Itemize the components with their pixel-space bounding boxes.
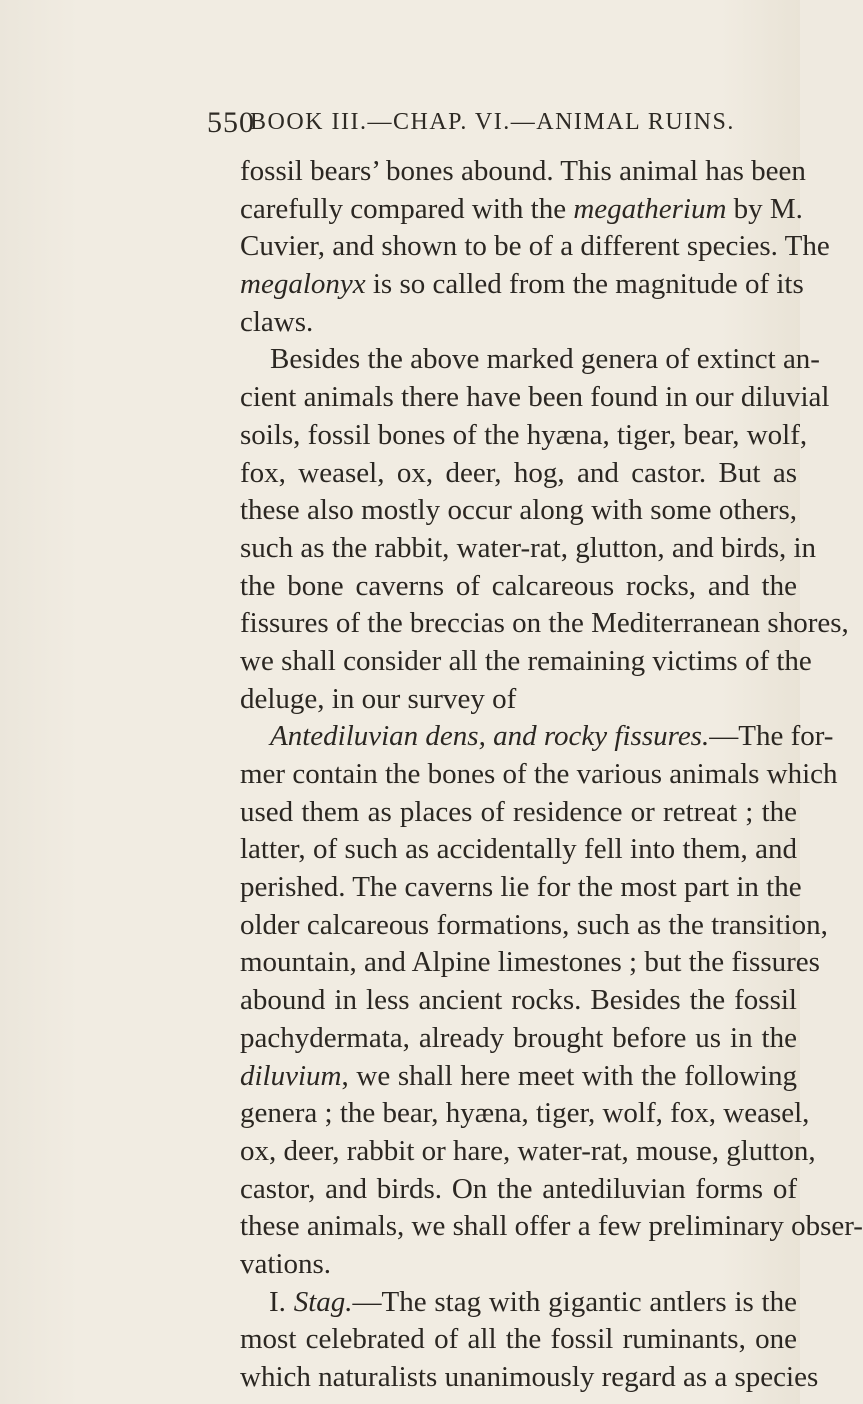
text-line: which naturalists unanimously regard as a species [240, 1361, 819, 1393]
text-line: ox, deer, rabbit or hare, water-rat, mouse, glutton, [240, 1134, 816, 1167]
text-line: latter, of such as accidentally fell into them, and [240, 833, 797, 866]
text-line: Cuvier, and shown to be of a different species. The [240, 230, 830, 263]
text-line: these also mostly occur along with some others, [240, 494, 797, 527]
text-line: such as the rabbit, water-rat, glutton, and birds, in [240, 531, 817, 564]
section-heading-line: I. Stag.—The stag with gigantic antlers is the [269, 1285, 797, 1318]
text-line: megalonyx is so called from the magnitude of its [240, 268, 804, 301]
text-line: pachydermata, already brought before us in the [240, 1021, 797, 1054]
text-line: these animals, we shall offer a few preliminary obser- [240, 1210, 863, 1243]
text-line: deluge, in our survey of [240, 682, 517, 715]
text-line: we shall consider all the remaining victims of the [240, 644, 812, 677]
text-line: the bone caverns of calcareous rocks, and the [240, 569, 797, 602]
chapter-title: BOOK III.—CHAP. VI.—ANIMAL RUINS. [250, 109, 735, 135]
text-line: soils, fossil bones of the hyæna, tiger, bear, wolf, [240, 418, 808, 451]
body-text [240, 153, 863, 1397]
section-heading-line: Antediluvian dens, and rocky fissures.—The for- [270, 720, 834, 753]
text-line: abound in less ancient rocks. Besides the fossil [240, 984, 797, 1017]
text-line: genera ; the bear, hyæna, tiger, wolf, fox, weasel, [240, 1097, 810, 1130]
text-line: fissures of the breccias on the Mediterranean shores, [240, 607, 849, 640]
text-line: most celebrated of all the fossil ruminants, one [240, 1323, 797, 1356]
page-number: 550 [207, 106, 255, 139]
text-line: cient animals there have been found in our diluvial [240, 381, 830, 414]
text-line: fox, weasel, ox, deer, hog, and castor. But as [240, 456, 797, 489]
text-line: mountain, and Alpine limestones ; but the fissures [240, 946, 820, 979]
text-line: older calcareous formations, such as the transition, [240, 908, 828, 941]
text-line: claws. [240, 305, 314, 338]
text-line: castor, and birds. On the antediluvian forms of [240, 1172, 797, 1205]
running-head [207, 106, 767, 146]
paragraph-start-line: Besides the above marked genera of extinct an- [270, 343, 820, 376]
text-line: fossil bears’ bones abound. This animal has been [240, 155, 806, 187]
text-line: vations. [240, 1247, 332, 1280]
text-line: mer contain the bones of the various animals which [240, 758, 838, 790]
text-line: diluvium, we shall here meet with the following [240, 1059, 797, 1092]
text-line: carefully compared with the megatherium by M. [240, 192, 803, 225]
text-line: perished. The caverns lie for the most part in the [240, 871, 802, 904]
text-line: used them as places of residence or retreat ; the [240, 795, 797, 828]
